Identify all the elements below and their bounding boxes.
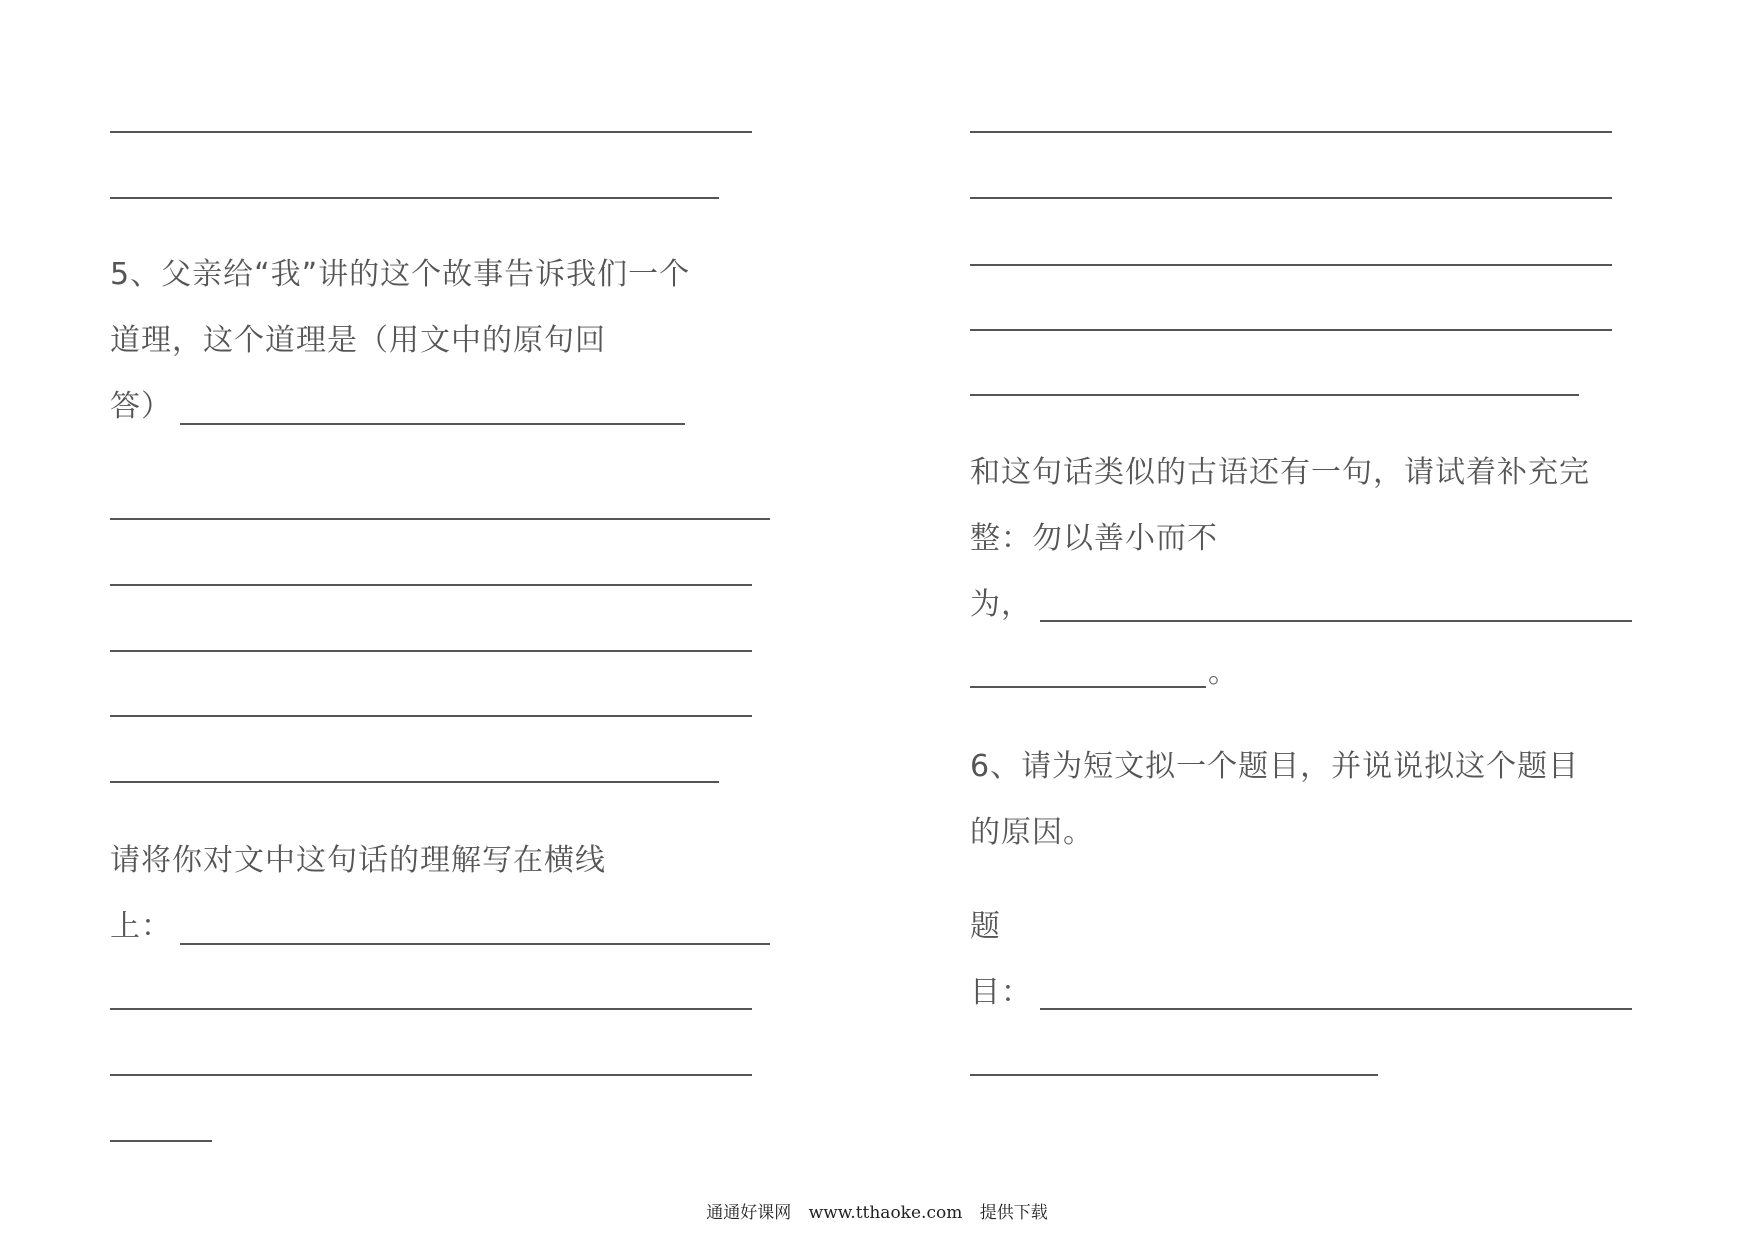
answer-line[interactable]	[180, 423, 685, 425]
answer-line[interactable]	[970, 686, 1206, 688]
answer-line[interactable]	[110, 1074, 752, 1076]
footer-url-link[interactable]: www.tthaoke.com	[808, 1203, 963, 1223]
answer-line[interactable]	[110, 781, 719, 783]
question-5-text-line-1: 5、父亲给“我”讲的这个故事告诉我们一个	[110, 257, 691, 292]
question-5-text-line-3: 答）	[110, 389, 172, 424]
answer-line[interactable]	[970, 1074, 1378, 1076]
answer-line[interactable]	[970, 264, 1612, 266]
question-6-text-line-1: 6、请为短文拟一个题目，并说说拟这个题目	[970, 749, 1580, 784]
answer-line[interactable]	[1040, 620, 1632, 622]
title-label-part-1: 题	[970, 909, 1001, 944]
answer-line[interactable]	[110, 715, 752, 717]
sentence-end-mark: 。	[1208, 655, 1239, 690]
proverb-prompt-line-2: 整：勿以善小而不	[970, 521, 1218, 556]
answer-line[interactable]	[110, 1140, 212, 1142]
answer-line[interactable]	[970, 394, 1579, 396]
answer-line[interactable]	[970, 329, 1612, 331]
footer-suffix: 提供下载	[979, 1203, 1048, 1223]
footer	[0, 1198, 1754, 1223]
answer-line[interactable]	[110, 197, 719, 199]
proverb-prompt-line-1: 和这句话类似的古语还有一句，请试着补充完	[970, 455, 1590, 490]
footer-site-name: 通通好课网	[706, 1203, 792, 1223]
answer-line[interactable]	[110, 518, 770, 520]
proverb-prompt-line-3: 为，	[970, 587, 1032, 622]
answer-line[interactable]	[110, 131, 752, 133]
answer-line[interactable]	[110, 1008, 752, 1010]
question-6-text-line-2: 的原因。	[970, 815, 1094, 850]
understanding-prompt-line-2: 上：	[110, 909, 172, 944]
answer-line[interactable]	[110, 650, 752, 652]
understanding-prompt-line-1: 请将你对文中这句话的理解写在横线	[110, 843, 606, 878]
title-answer-line[interactable]	[1040, 1008, 1632, 1010]
question-5-text-line-2: 道理，这个道理是（用文中的原句回	[110, 323, 606, 358]
answer-line[interactable]	[970, 197, 1612, 199]
answer-line[interactable]	[110, 584, 752, 586]
answer-line[interactable]	[970, 131, 1612, 133]
title-label-part-2: 目：	[970, 975, 1032, 1010]
answer-line[interactable]	[180, 943, 770, 945]
